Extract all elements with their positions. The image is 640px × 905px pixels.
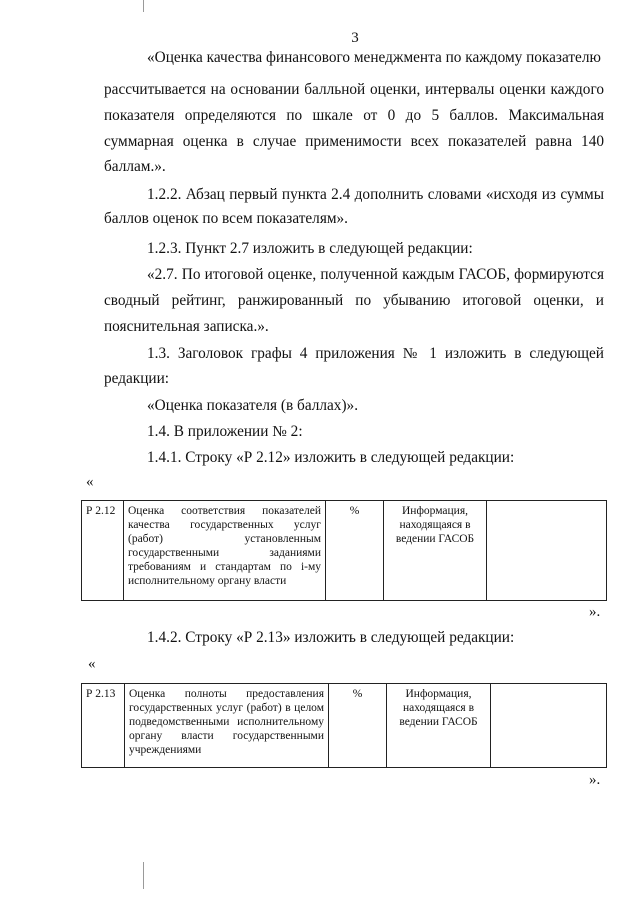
paragraph-line: сводный рейтинг, ранжированный по убыванию итоговой оценки, и bbox=[104, 292, 604, 309]
indicator-table-p213 bbox=[81, 683, 607, 768]
paragraph-line: суммарная оценка в случае применимости всех показателей равна 140 bbox=[104, 133, 604, 150]
indicator-empty-cell bbox=[491, 684, 607, 768]
paragraph-line: 1.4.2. Строку «Р 2.13» изложить в следующей редакции: bbox=[147, 629, 515, 646]
scan-mark-bottom bbox=[143, 862, 144, 889]
opening-quote: « bbox=[88, 656, 96, 672]
paragraph-line: 1.2.3. Пункт 2.7 изложить в следующей редакции: bbox=[147, 240, 473, 257]
paragraph-line: «Оценка качества финансового менеджмента по каждому показателю bbox=[147, 49, 601, 66]
scan-mark-top bbox=[143, 0, 144, 12]
paragraph-line: «Оценка показателя (в баллах)». bbox=[147, 397, 359, 414]
paragraph-line: 1.4. В приложении № 2: bbox=[147, 423, 303, 440]
indicator-code: Р 2.13 bbox=[82, 684, 125, 768]
table-row bbox=[82, 501, 607, 601]
paragraph-line: баллам.». bbox=[104, 158, 166, 175]
paragraph-line: 1.4.1. Строку «Р 2.12» изложить в следующей редакции: bbox=[147, 449, 515, 466]
table-row bbox=[82, 684, 607, 768]
closing-quote: ». bbox=[589, 772, 601, 788]
paragraph-line: 1.3. Заголовок графы 4 приложения № 1 изложить в следующей bbox=[147, 345, 604, 362]
indicator-unit: % bbox=[326, 501, 384, 601]
paragraph-line: «2.7. По итоговой оценке, полученной каждым ГАСОБ, формируются bbox=[147, 266, 604, 283]
paragraph-line: баллов оценок по всем показателям». bbox=[104, 210, 349, 227]
indicator-empty-cell bbox=[487, 501, 607, 601]
opening-quote: « bbox=[86, 474, 94, 490]
indicator-unit: % bbox=[329, 684, 387, 768]
paragraph-line: пояснительная записка.». bbox=[104, 318, 269, 335]
indicator-description: Оценка соответствия показателей качества государственных услуг (работ) установленным государственными заданиями требованиям и стандартам по i-му исполнительному органу власти bbox=[124, 501, 326, 601]
paragraph-line: редакции: bbox=[104, 370, 170, 387]
paragraph-line: показателя определяются по шкале от 0 до 5 баллов. Максимальная bbox=[104, 107, 604, 124]
indicator-source: Информация, находящаяся в ведении ГАСОБ bbox=[387, 684, 491, 768]
paragraph-line: рассчитывается на основании балльной оценки, интервалы оценки каждого bbox=[104, 81, 604, 98]
indicator-code: Р 2.12 bbox=[82, 501, 124, 601]
closing-quote: ». bbox=[589, 604, 601, 620]
indicator-description: Оценка полноты предоставления государственных услуг (работ) в целом подведомственными исполнительному органу власти государственными учреждениями bbox=[125, 684, 329, 768]
indicator-source: Информация, находящаяся в ведении ГАСОБ bbox=[384, 501, 487, 601]
paragraph-line: 1.2.2. Абзац первый пункта 2.4 дополнить словами «исходя из суммы bbox=[147, 186, 604, 203]
page-number: 3 bbox=[351, 30, 359, 46]
indicator-table-p212 bbox=[81, 500, 607, 601]
